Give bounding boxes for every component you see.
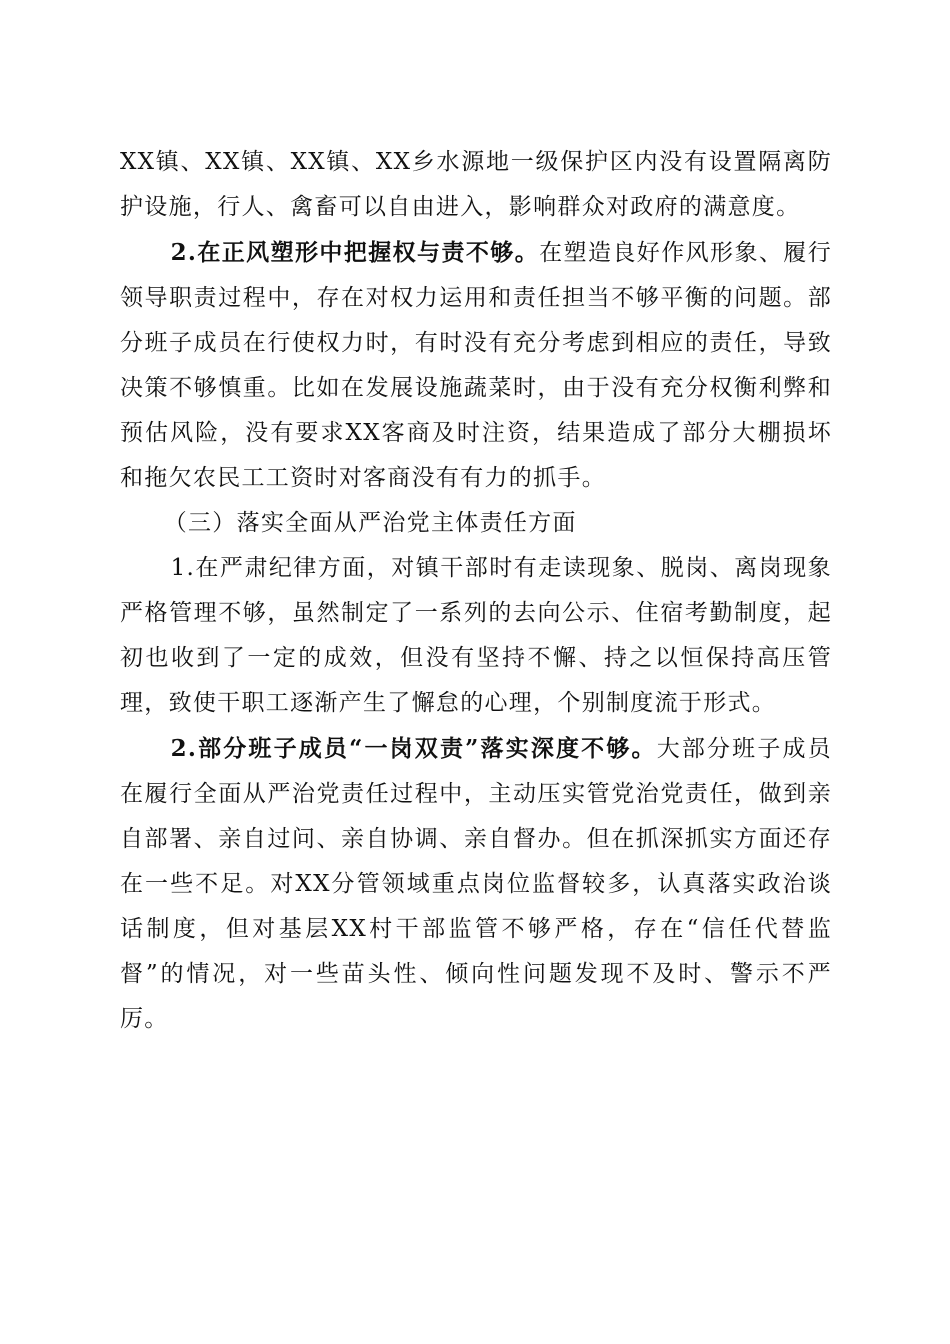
paragraph-text: 1.在严肃纪律方面，对镇干部时有走读现象、脱岗、离岗现象严格管理不够，虽然制定了一系列的去向公示、住宿考勤制度，起初也收到了一定的成效，但没有坚持不懈、持之以恒保持高压管理，致使干职工逐渐产生了懈怠的心理，个别制度流于形式。 xyxy=(120,555,832,716)
section-heading xyxy=(120,501,832,546)
paragraph-lead-heading: 2.在正风塑形中把握权与责不够。 xyxy=(170,239,540,266)
paragraph-lead-heading: 2.部分班子成员“一岗双责”落实深度不够。 xyxy=(170,735,657,762)
paragraph-text: 在塑造良好作风形象、履行领导职责过程中，存在对权力运用和责任担当不够平衡的问题。部分班子成员在行使权力时，有时没有充分考虑到相应的责任，导致决策不够慎重。比如在发展设施蔬菜时，由于没有充分权衡利弊和预估风险，没有要求XX客商及时注资，结果造成了部分大棚损坏和拖欠农民工工资时对客商没有有力的抓手。 xyxy=(120,240,833,491)
paragraph-dual-responsibility xyxy=(120,726,832,1042)
paragraph-discipline xyxy=(120,546,832,726)
document-body xyxy=(120,140,832,1042)
paragraph-text: 大部分班子成员在履行全面从严治党责任过程中，主动压实管党治党责任，做到亲自部署、亲自过问、亲自协调、亲自督办。但在抓深抓实方面还存在一些不足。对XX分管领域重点岗位监督较多，认真落实政治谈话制度，但对基层XX村干部监管不够严格，存在“信任代替监督”的情况，对一些苗头性、倾向性问题发现不及时、警示不严厉。 xyxy=(120,736,832,1032)
paragraph-power-responsibility xyxy=(120,230,832,501)
section-heading-text: （三）落实全面从严治党主体责任方面 xyxy=(163,510,577,536)
paragraph-water-source xyxy=(120,140,832,230)
paragraph-text: XX镇、XX镇、XX镇、XX乡水源地一级保护区内没有设置隔离防护设施，行人、禽畜可以自由进入，影响群众对政府的满意度。 xyxy=(120,149,832,220)
